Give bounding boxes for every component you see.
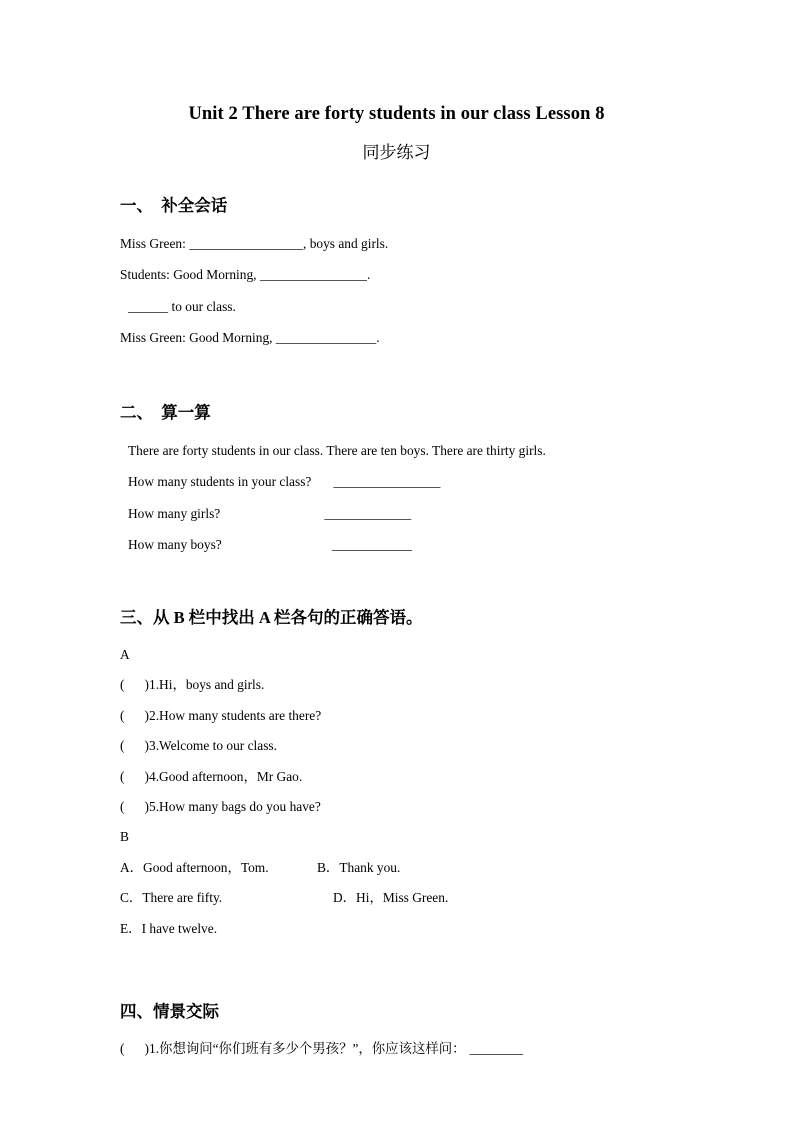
match-item-2[interactable]: ( )2.How many students are there? — [120, 707, 322, 723]
option-row-e — [96, 905, 697, 935]
option-d[interactable]: D．Hi，Miss Green. — [333, 890, 449, 906]
dialogue-line-4-blank[interactable] — [276, 330, 376, 345]
math-question-1-blank[interactable] — [333, 474, 440, 489]
dialogue-line-3-tail: to our class. — [168, 298, 236, 314]
option-row-ab — [96, 844, 697, 874]
dialogue-line-1-tail: , boys and girls. — [303, 235, 389, 251]
match-item-5[interactable]: ( )5.How many bags do you have? — [120, 798, 321, 814]
math-question-1 — [96, 457, 697, 488]
dialogue-line-4-speaker: Miss Green: Good Morning, — [120, 330, 276, 346]
math-question-2 — [96, 489, 697, 520]
column-b-label: B — [120, 829, 129, 845]
option-c[interactable]: C．There are fifty. — [120, 890, 223, 906]
option-b[interactable]: B．Thank you. — [317, 859, 401, 875]
dialogue-line-2-tail: . — [367, 267, 371, 283]
scenario-item-1-blank[interactable] — [470, 1041, 524, 1056]
dialogue-line-1 — [96, 217, 697, 250]
page-subtitle: 同步练习 — [362, 143, 431, 163]
dialogue-line-2-blank[interactable] — [260, 267, 367, 282]
math-question-1-text: How many students in your class? — [128, 474, 312, 490]
math-question-2-blank[interactable] — [324, 506, 411, 521]
dialogue-line-4 — [96, 313, 697, 344]
column-a-label: A — [120, 646, 130, 662]
dialogue-line-2 — [96, 250, 697, 281]
math-question-3-text: How many boys? — [128, 537, 222, 553]
match-item-4[interactable]: ( )4.Good afternoon，Mr Gao. — [120, 768, 303, 784]
option-e[interactable]: E．I have twelve. — [120, 920, 218, 936]
math-passage: There are forty students in our class. There are ten boys. There are thirty girls. — [128, 442, 546, 458]
dialogue-line-1-speaker: Miss Green: — [120, 235, 190, 251]
section-two-heading: 二、 算一算 — [120, 403, 211, 423]
math-question-2-text: How many girls? — [128, 505, 221, 521]
dialogue-line-4-tail: . — [376, 330, 380, 346]
option-a[interactable]: A．Good afternoon，Tom. — [120, 859, 269, 875]
section-three-heading: 三、从 B 栏中找出 A 栏各句的正确答语。 — [120, 607, 423, 627]
page-title: Unit 2 There are forty students in our class Lesson 8 — [188, 104, 605, 124]
dialogue-line-3-blank[interactable] — [128, 299, 168, 314]
dialogue-line-2-speaker: Students: Good Morning, — [120, 267, 260, 283]
match-item-1[interactable]: ( )1.Hi，boys and girls. — [120, 677, 265, 693]
section-one-heading: 一、 补全会话 — [120, 196, 228, 216]
dialogue-line-1-blank[interactable] — [189, 236, 303, 251]
dialogue-line-3 — [96, 282, 697, 313]
math-question-3 — [96, 520, 697, 551]
option-row-cd — [96, 874, 697, 904]
section-four-heading: 四、情景交际 — [120, 1002, 219, 1021]
scenario-item-1-text: ( )1.你想询问“你们班有多少个男孩？”，你应该这样问： — [120, 1041, 466, 1057]
scenario-item-1 — [96, 1022, 697, 1055]
match-item-3[interactable]: ( )3.Welcome to our class. — [120, 738, 277, 754]
math-question-3-blank[interactable] — [332, 537, 412, 552]
